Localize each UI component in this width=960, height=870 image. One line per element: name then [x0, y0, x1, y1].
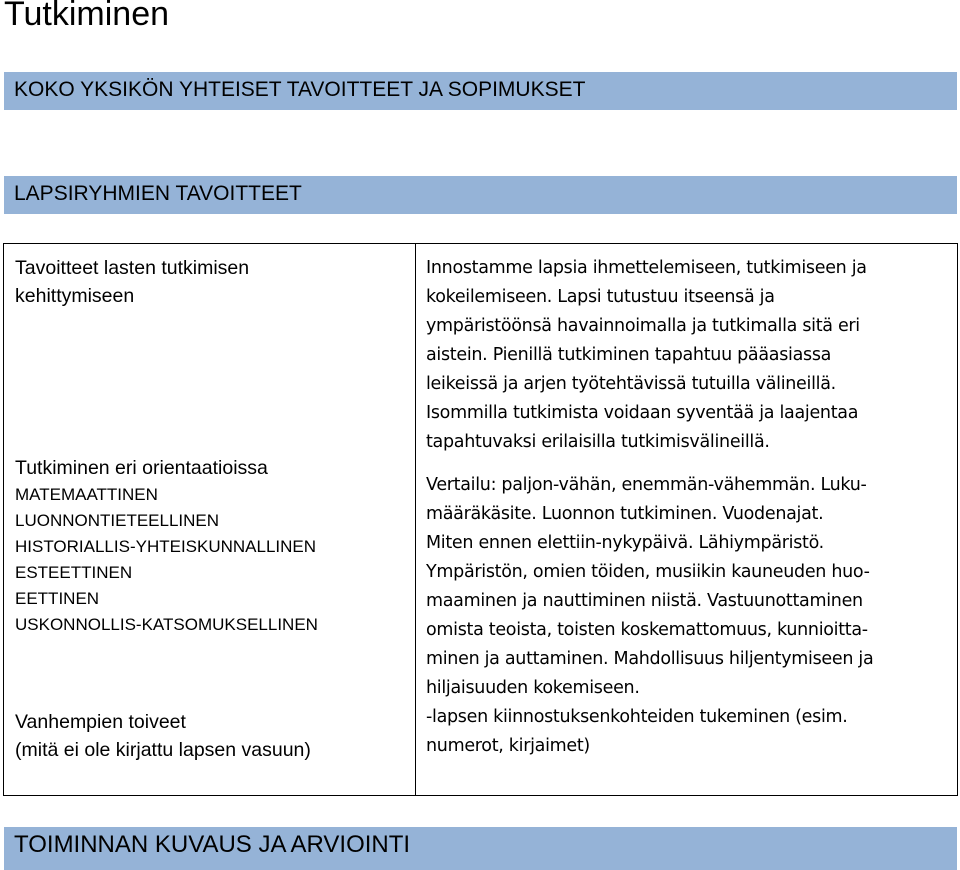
goals-table [3, 243, 958, 796]
text-line: ympäristöönsä havainnoimalla ja tutkimalla sitä eri [426, 316, 860, 336]
orientation-item: USKONNOLLIS-KATSOMUKSELLINEN [15, 615, 318, 634]
orientation-item: EETTINEN [15, 589, 100, 608]
orientation-item: ESTEETTINEN [15, 563, 133, 582]
section-header-toiminnan [4, 827, 957, 870]
text-line: tapahtuvaksi erilaisilla tutkimisvälineillä. [426, 432, 770, 452]
parents-paragraph [426, 703, 948, 761]
orientation-item: HISTORIALLIS-YHTEISKUNNALLINEN [15, 537, 317, 556]
text-line: Vertailu: paljon-vähän, enemmän-vähemmän. Luku- [426, 475, 867, 495]
text-line: hiljaisuuden kokemiseen. [426, 678, 640, 698]
column-divider [415, 244, 416, 795]
section-header-koko-yksikko [4, 72, 957, 110]
text-line: omista teoista, toisten koskemattomuus, kunnioitta- [426, 620, 868, 640]
left-column [15, 254, 405, 764]
page-title: Tutkiminen [4, 0, 170, 33]
text-line: leikeissä ja arjen työtehtävissä tutuilla välineillä. [426, 374, 836, 394]
text-line: Innostamme lapsia ihmettelemiseen, tutkimiseen ja [426, 258, 867, 278]
text-line: numerot, kirjaimet) [426, 736, 590, 756]
orientations-list [15, 482, 405, 638]
goals-heading [15, 254, 405, 310]
goals-heading-line: kehittymiseen [15, 285, 135, 307]
text-line: maaminen ja nauttiminen niistä. Vastuunottaminen [426, 591, 863, 611]
orientation-item: MATEMAATTINEN [15, 485, 158, 504]
text-line: Ympäristön, omien töiden, musiikin kauneuden huo- [426, 562, 870, 582]
right-column [426, 254, 948, 761]
parents-heading-line: (mitä ei ole kirjattu lapsen vasuun) [15, 739, 311, 761]
text-line: kokeilemiseen. Lapsi tutustuu itseensä ja [426, 287, 775, 307]
intro-paragraph [426, 254, 948, 457]
text-line: -lapsen kiinnostuksenkohteiden tukeminen (esim. [426, 707, 848, 727]
section-header-label: LAPSIRYHMIEN TAVOITTEET [14, 182, 302, 205]
section-header-label: TOIMINNAN KUVAUS JA ARVIOINTI [14, 831, 411, 858]
parents-heading-line: Vanhempien toiveet [15, 711, 186, 733]
section-header-lapsiryhmien [4, 176, 957, 214]
text-line: minen ja auttaminen. Mahdollisuus hiljentymiseen ja [426, 649, 874, 669]
text-line: aistein. Pienillä tutkiminen tapahtuu pääasiassa [426, 345, 832, 365]
text-line: Isommilla tutkimista voidaan syventää ja laajentaa [426, 403, 859, 423]
goals-heading-line: Tavoitteet lasten tutkimisen [15, 257, 250, 279]
section-header-label: KOKO YKSIKÖN YHTEISET TAVOITTEET JA SOPIMUKSET [14, 78, 586, 101]
orientations-paragraph [426, 471, 948, 703]
text-line: määräkäsite. Luonnon tutkiminen. Vuodenajat. [426, 504, 824, 524]
orientations-heading: Tutkiminen eri orientaatioissa [15, 457, 268, 479]
orientation-item: LUONNONTIETEELLINEN [15, 511, 220, 530]
text-line: Miten ennen elettiin-nykypäivä. Lähiympäristö. [426, 533, 824, 553]
parents-heading [15, 708, 405, 764]
